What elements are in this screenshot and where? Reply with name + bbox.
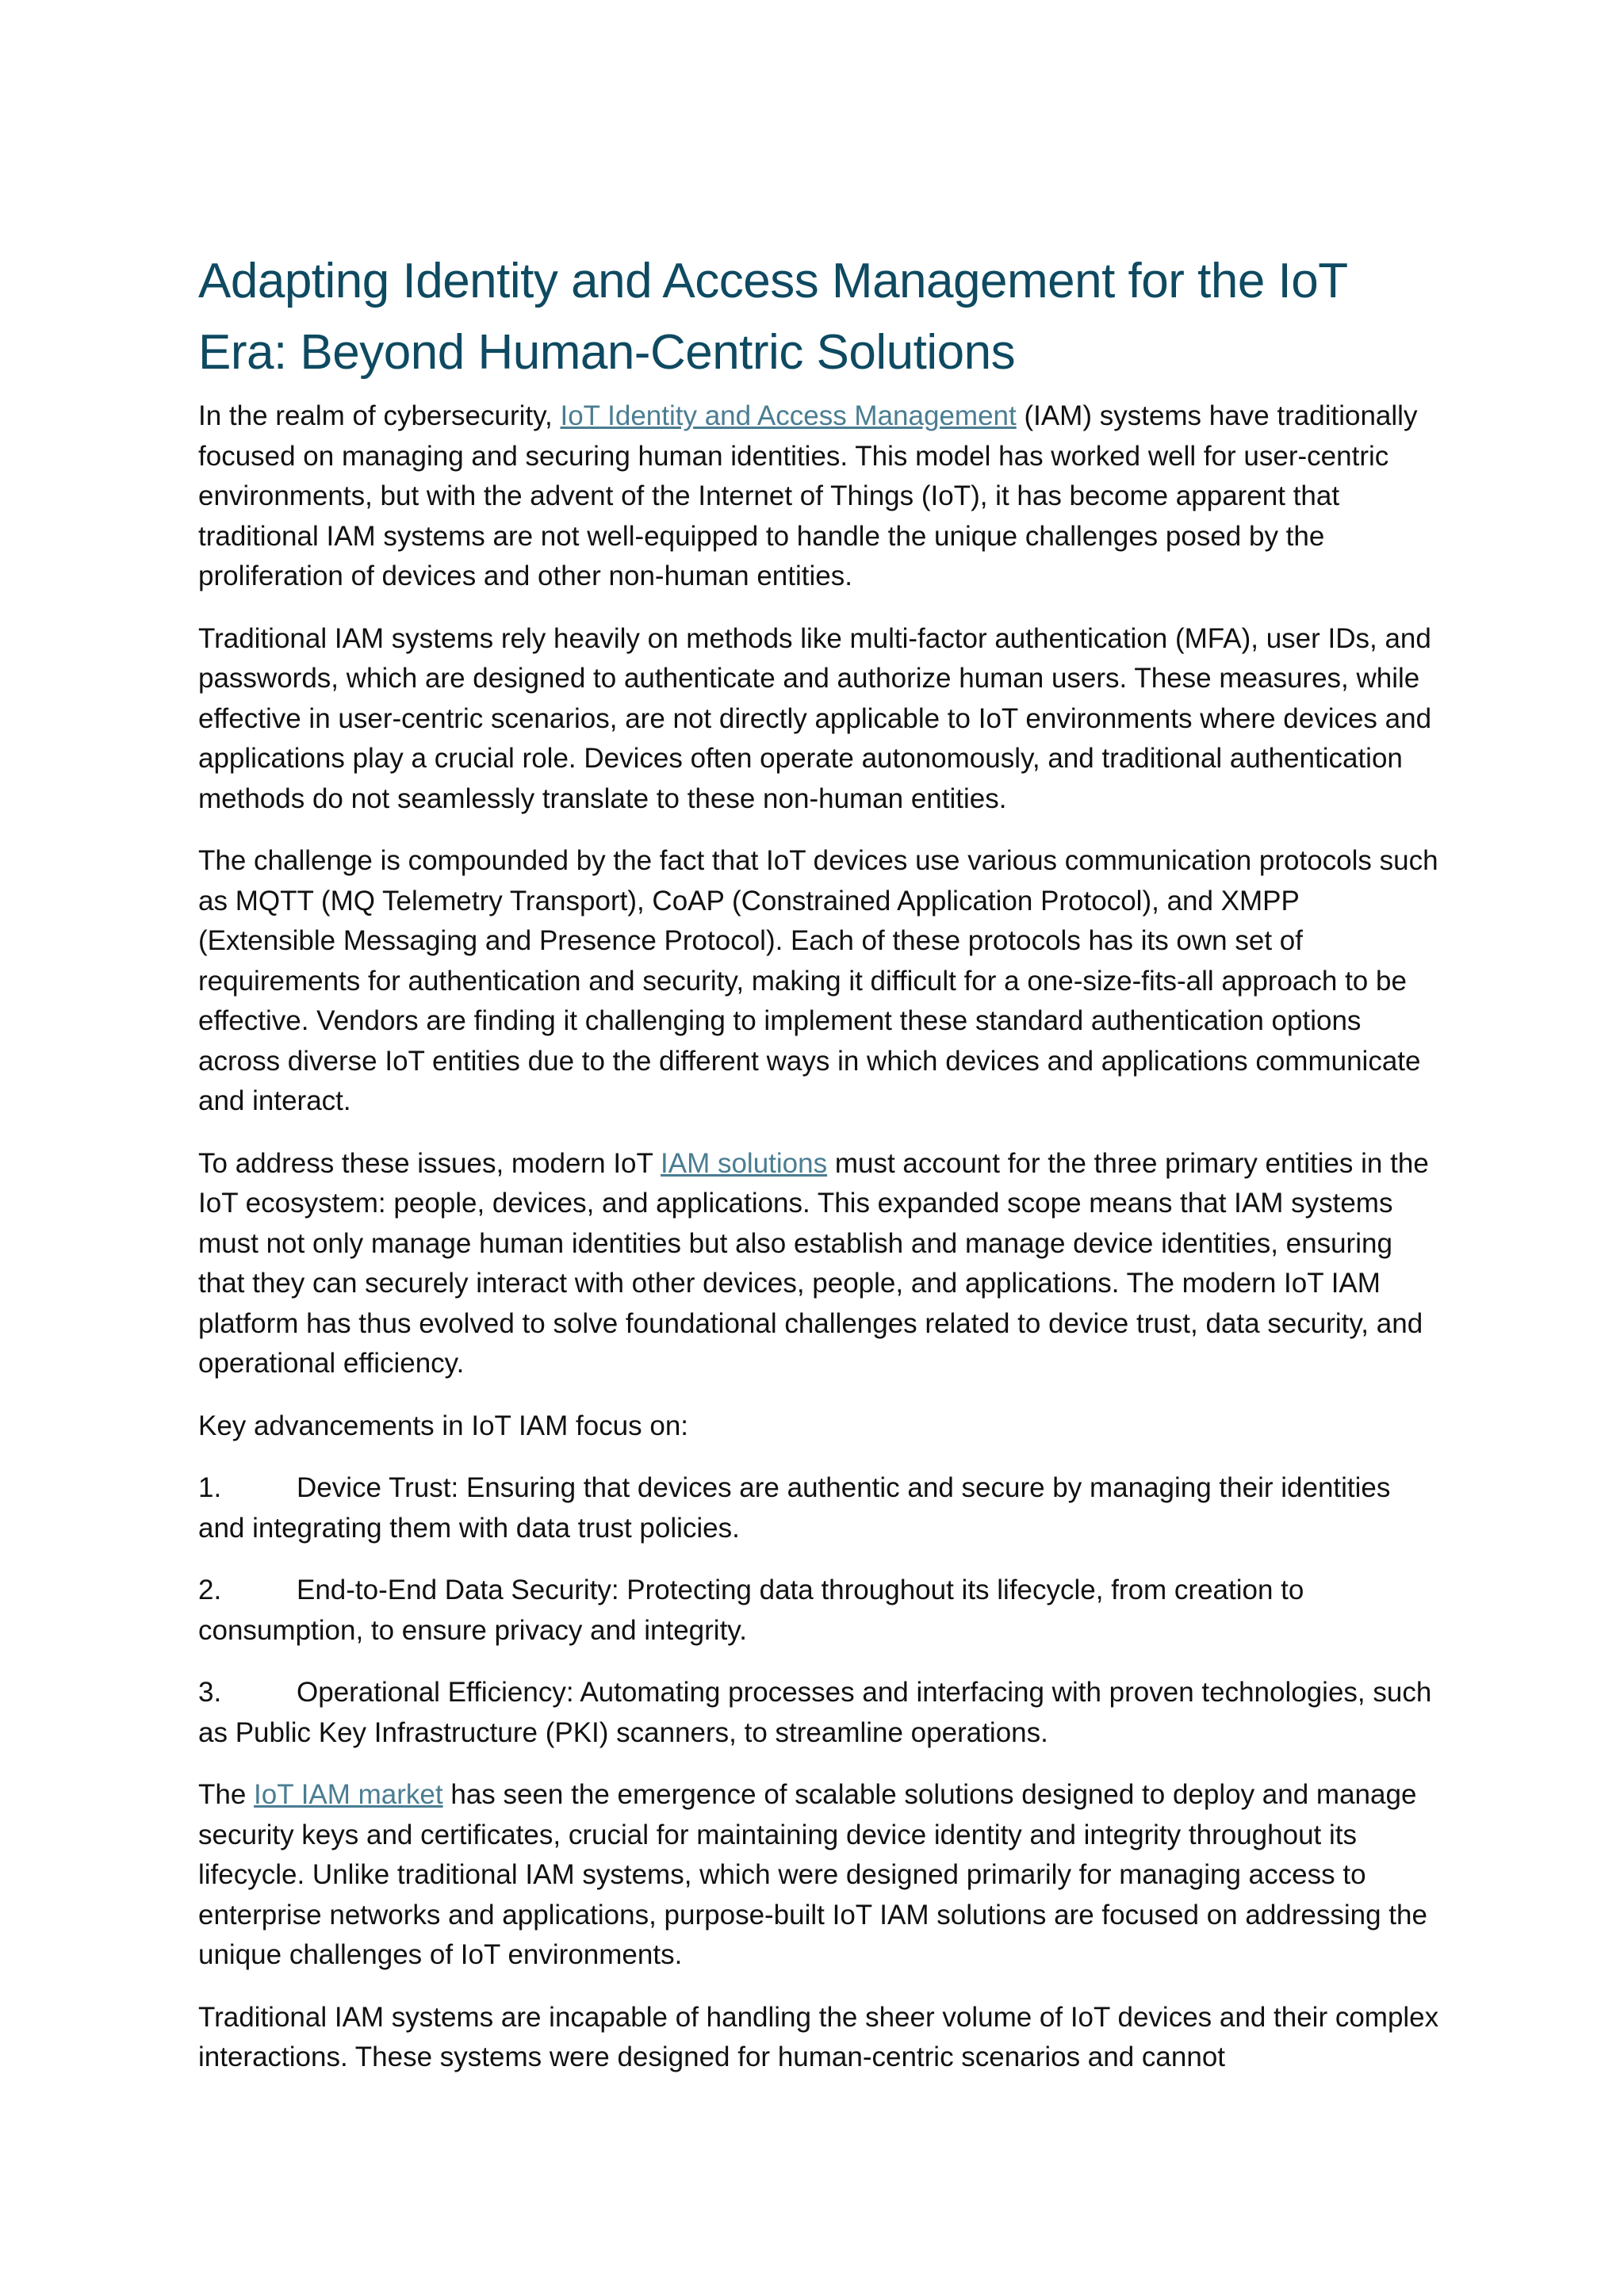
link-iot-iam-market[interactable]: IoT IAM market xyxy=(254,1779,443,1810)
paragraph-traditional: Traditional IAM systems rely heavily on methods like multi-factor authentication (MFA), user IDs, and passwords, which are designed to authenticate and authorize human users. These measures, while effective in user-centric scenarios, are not directly applicable to IoT environments where devices and applications play a crucial role. Devices often operate autonomously, and traditional authentication methods do not seamlessly translate to these non-human entities. xyxy=(198,622,1432,814)
list-text: End-to-End Data Security: Protecting data throughout its lifecycle, from creation to consumption, to ensure privacy and integrity. xyxy=(198,1575,1304,1646)
page-title: Adapting Identity and Access Management for the IoT Era: Beyond Human-Centric Solutions xyxy=(198,254,1347,380)
list-item xyxy=(198,1673,1443,1753)
document-page xyxy=(198,246,1443,2100)
paragraph-solutions xyxy=(198,1144,1443,1384)
list-number: 2. xyxy=(198,1575,222,1605)
paragraph-volume: Traditional IAM systems are incapable of handling the sheer volume of IoT devices and their complex interactions. These systems were designed for human-centric scenarios and cannot xyxy=(198,2001,1439,2072)
link-iot-iam[interactable]: IoT Identity and Access Management xyxy=(560,400,1017,431)
text: To address these issues, modern IoT xyxy=(198,1147,661,1179)
paragraph-market xyxy=(198,1775,1443,1976)
paragraph-key-advancements: Key advancements in IoT IAM focus on: xyxy=(198,1410,689,1441)
list-text: Device Trust: Ensuring that devices are authentic and secure by managing their identities and integrating them with data trust policies. xyxy=(198,1472,1391,1544)
text: The xyxy=(198,1779,255,1810)
text: has seen the emergence of scalable solutions designed to deploy and manage security keys and certificates, crucial for maintaining device identity and integrity throughout its lifecycle. Unlike traditional IAM systems, which were designed primarily for managing access to enterprise networks and applications, purpose-built IoT IAM solutions are focused on addressing the unique challenges of IoT environments. xyxy=(198,1779,1427,1970)
text: must account for the three primary entities in the IoT ecosystem: people, devices, and applications. This expanded scope means that IAM systems must not only manage human identities but also establish and manage device identities, ensuring that they can securely interact with other devices, people, and applications. The modern IoT IAM platform has thus evolved to solve foundational challenges related to device trust, data security, and operational efficiency. xyxy=(198,1147,1429,1379)
link-iam-solutions[interactable]: IAM solutions xyxy=(661,1147,828,1179)
list-text: Operational Efficiency: Automating processes and interfacing with proven technologies, such as Public Key Infrastructure (PKI) scanners, to streamline operations. xyxy=(198,1677,1432,1748)
text: (IAM) systems have traditionally focused on managing and securing human identities. This model has worked well for user-centric environments, but with the advent of the Internet of Things (IoT), it has become apparent that traditional IAM systems are not well-equipped to handle the unique challenges posed by the proliferation of devices and other non-human entities. xyxy=(198,400,1418,591)
text: In the realm of cybersecurity, xyxy=(198,400,561,431)
list-number: 1. xyxy=(198,1472,222,1503)
list-item xyxy=(198,1571,1443,1651)
list-item xyxy=(198,1468,1443,1548)
paragraph-protocols: The challenge is compounded by the fact that IoT devices use various communication protocols such as MQTT (MQ Telemetry Transport), CoAP (Constrained Application Protocol), and XMPP (Extensible Messaging and Presence Protocol). Each of these protocols has its own set of requirements for authentication and security, making it difficult for a one-size-fits-all approach to be effective. Vendors are finding it challenging to implement these standard authentication options across diverse IoT entities due to the different ways in which devices and applications communicate and interact. xyxy=(198,845,1438,1116)
list-number: 3. xyxy=(198,1677,222,1708)
paragraph-intro xyxy=(198,396,1443,597)
